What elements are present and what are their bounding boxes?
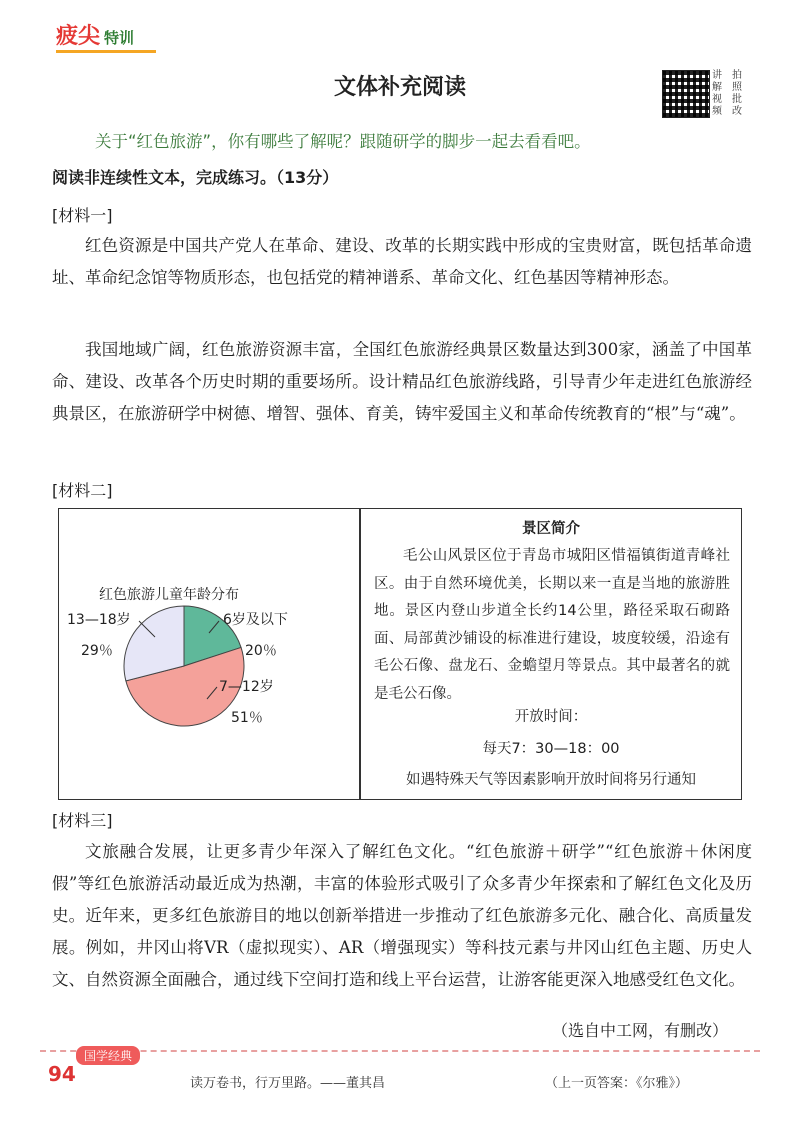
pie-title: 红色旅游儿童年龄分布: [99, 587, 239, 603]
pie-label-6-under: 6岁及以下: [223, 612, 288, 628]
brand-logo: [56, 20, 134, 50]
qr-label-char: 批: [732, 94, 742, 105]
source-note: （选自中工网，有删改）: [552, 1021, 729, 1040]
material3-label: [材料三]: [52, 811, 113, 830]
qr-label-char: 改: [732, 106, 742, 117]
material2-box: [58, 508, 742, 800]
material1-paragraph-2: 我国地域广阔，红色旅游资源丰富，全国红色旅游经典景区数量达到300家，涵盖了中国革命、建设、改革各个历史时期的重要场所。设计精品红色旅游线路，引导青少年走进红色旅游经典景区，在旅游研学中树德、增智、强体、育美，铸牢爱国主义和革命传统教育的“根”与“魂”。: [52, 340, 752, 423]
pie-leader-lines: [59, 509, 359, 799]
footer-divider: [40, 1050, 760, 1052]
brand-underline: [56, 50, 156, 53]
page-title: 文体补充阅读: [333, 75, 466, 100]
qr-label-char: 视: [712, 94, 722, 105]
material1-label: [材料一]: [52, 206, 113, 225]
qr-label-char: 讲: [712, 70, 722, 81]
pie-value-6-under: 20％: [245, 643, 277, 659]
scenic-intro-title: 景区简介: [522, 521, 580, 537]
hours-value: 每天7：30—18：00: [482, 741, 620, 757]
instruction: 阅读非连续性文本，完成练习。（13分）: [52, 168, 339, 187]
material1-paragraph-1: 红色资源是中国共产党人在革命、建设、改革的长期实践中形成的宝贵财富，既包括革命遗址、革命纪念馆等物质形态，也包括党的精神谱系、革命文化、红色基因等精神形态。: [52, 236, 752, 287]
qr-label-char: 照: [732, 82, 742, 93]
intro-text: 关于“红色旅游”，你有哪些了解呢？跟随研学的脚步一起去看看吧。: [95, 132, 591, 151]
pie-value-7-12: 51％: [231, 710, 263, 726]
brand-main: 疲尖: [56, 24, 101, 49]
hours-notice: 如遇特殊天气等因素影响开放时间将另行通知: [406, 772, 696, 788]
qr-code-icon[interactable]: [662, 70, 710, 118]
material2-label: [材料二]: [52, 481, 113, 500]
prev-answer: （上一页答案：《尔雅》）: [545, 1076, 689, 1091]
qr-label: [712, 70, 752, 118]
pie-label-7-12: 7—12岁: [219, 679, 274, 695]
brand-sub: 特训: [104, 29, 135, 47]
footer-quote: 读万卷书，行万里路。——董其昌: [190, 1076, 386, 1091]
hours-label: 开放时间：: [514, 709, 588, 725]
material3-paragraph-1: 文旅融合发展，让更多青少年深入了解红色文化。“红色旅游＋研学”“红色旅游＋休闲度假”等红色旅游活动最近成为热潮，丰富的体验形式吸引了众多青少年探索和了解红色文化及历史。近年来，更多红色旅游目的地以创新举措进一步推动了红色旅游多元化、融合化、高质量发展。例如，井冈山将VR（虚拟现实）、AR（增强现实）等科技元素与井冈山红色主题、历史人文、自然资源全面融合，通过线下空间打造和线上平台运营，让游客能更深入地感受红色文化。: [52, 842, 752, 989]
page-number: 94: [48, 1062, 76, 1086]
qr-label-char: 频: [712, 106, 722, 117]
qr-label-char: 拍: [732, 70, 742, 81]
scenic-intro-text: 毛公山风景区位于青岛市城阳区惜福镇街道青峰社区。由于自然环境优美，长期以来一直是当地的旅游胜地。景区内登山步道全长约14公里，路径采取石砌路面、局部黄沙铺设的标准进行建设，坡度较缓，沿途有毛公石像、盘龙石、金蟾望月等景点。其中最著名的就是毛公石像。: [374, 548, 730, 702]
footer-badge: 国学经典: [76, 1046, 140, 1065]
pie-label-13-18: 13—18岁: [67, 612, 131, 628]
pie-value-13-18: 29％: [81, 643, 113, 659]
qr-label-char: 解: [712, 82, 722, 93]
